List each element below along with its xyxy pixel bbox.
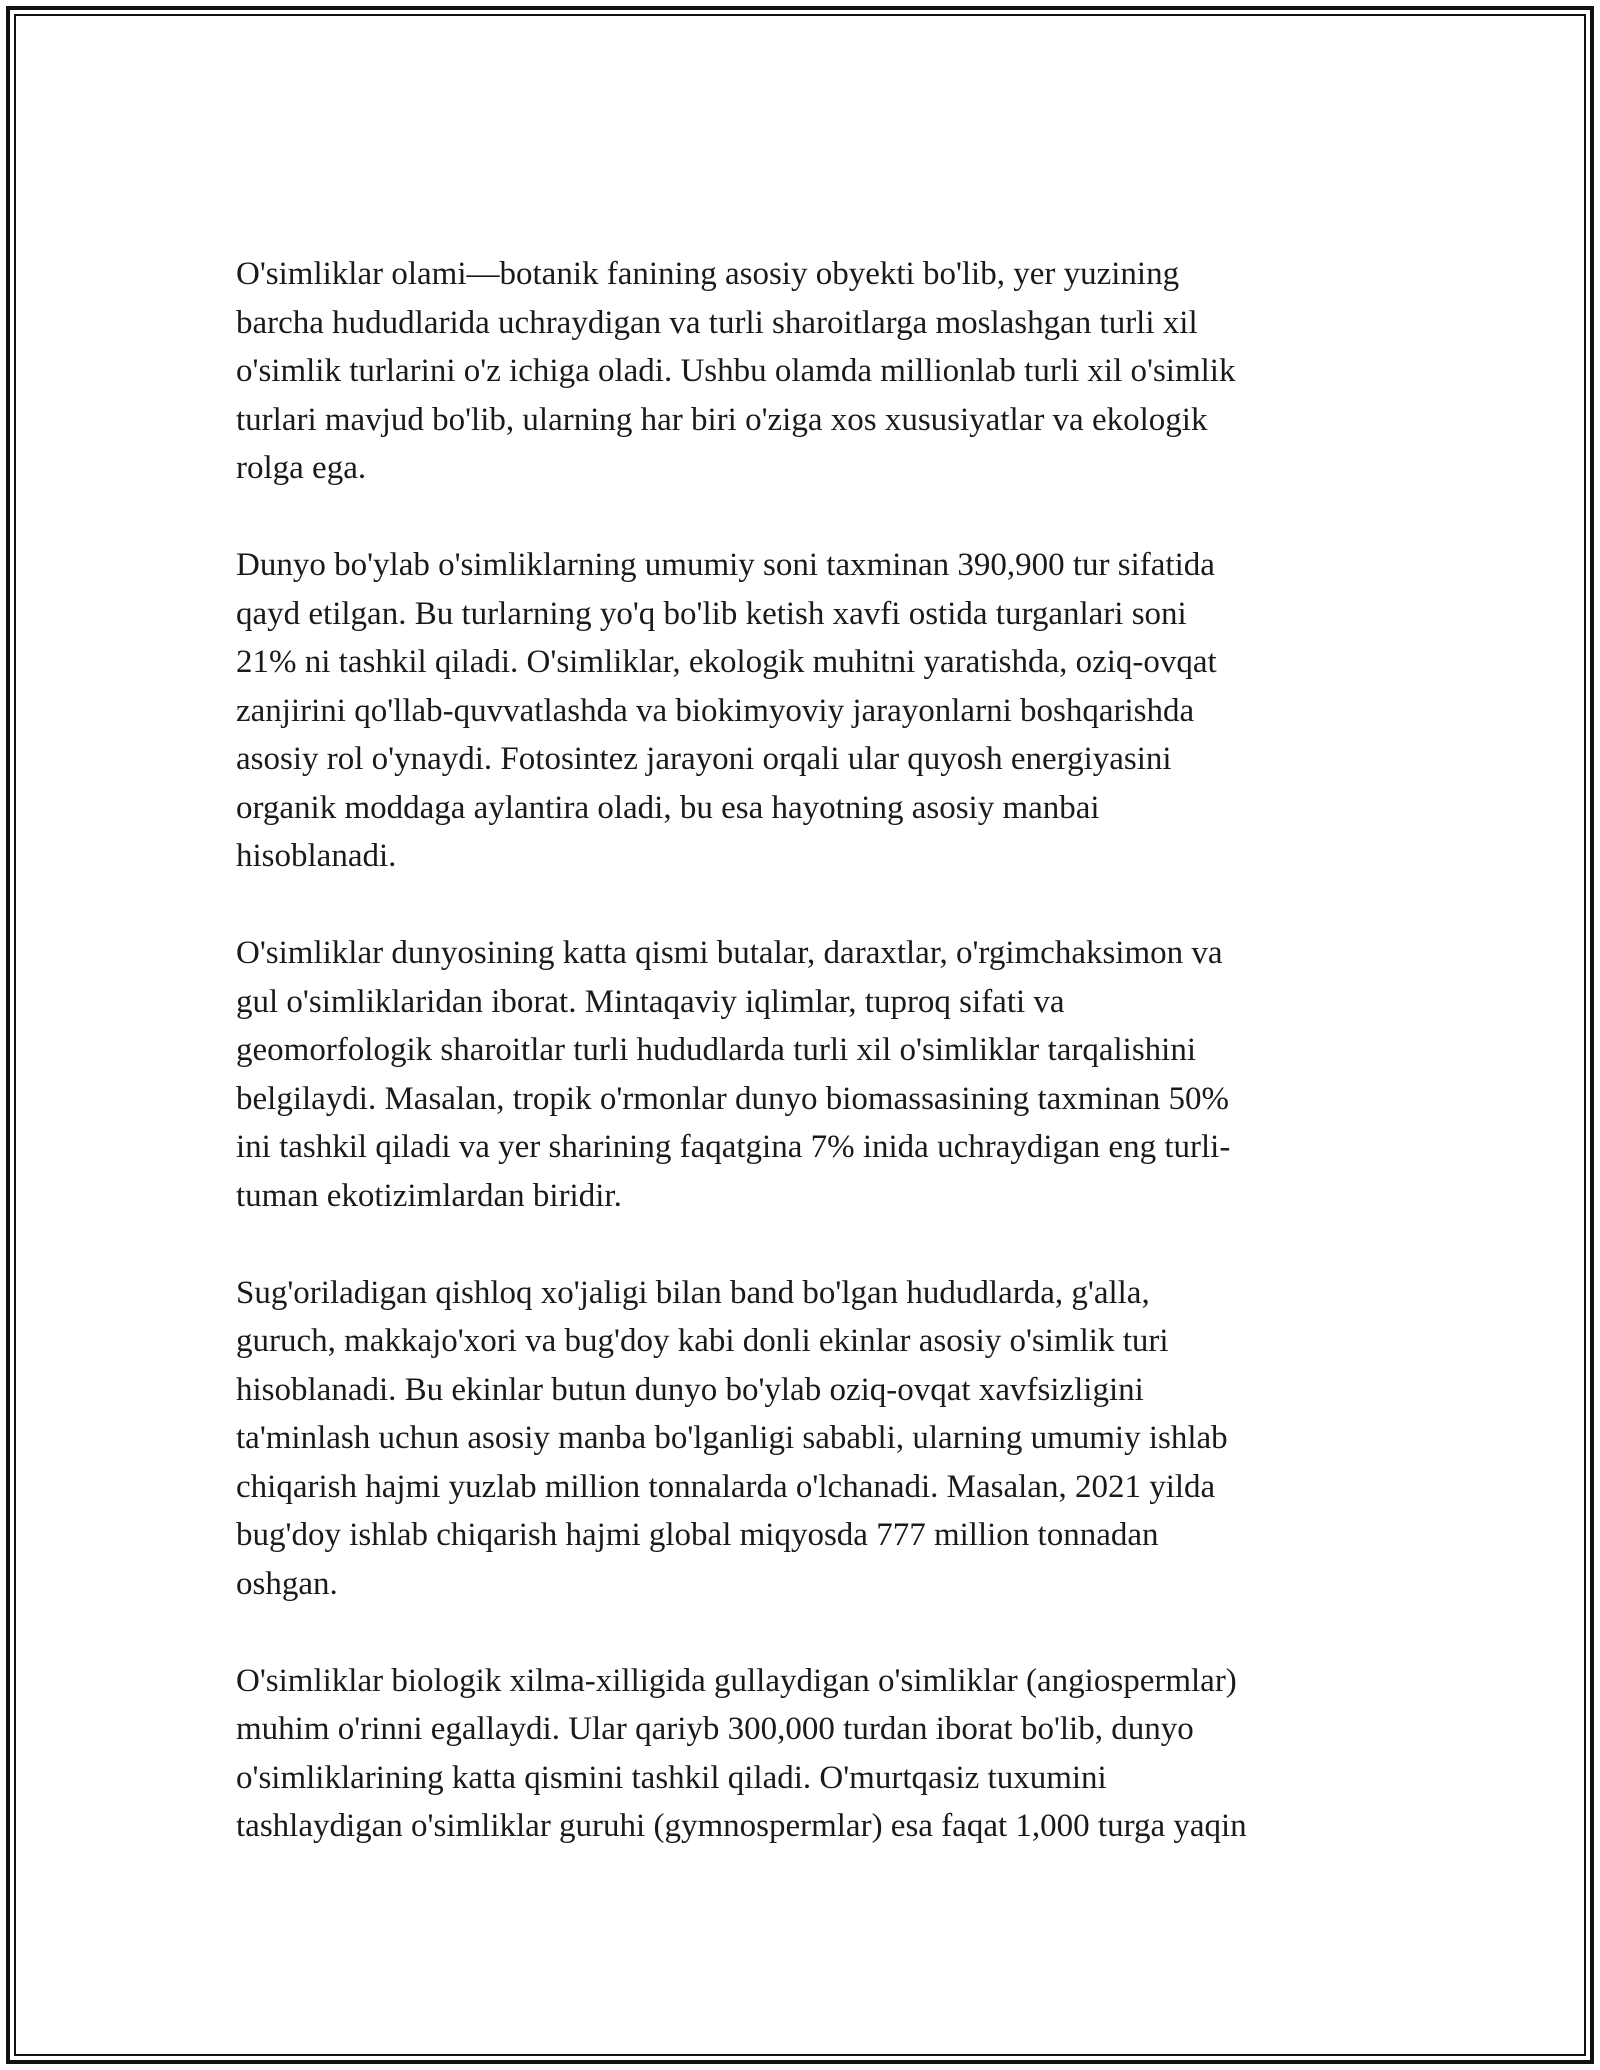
paragraph-2: Dunyo bo'ylab o'simliklarning umumiy soni taxminan 390,900 tur sifatida qayd etilgan. Bu turlarning yo'q bo'lib ketish xavfi ostida turganlari soni 21% ni tashkil qiladi. O'simliklar, ekologik muhitni yaratishda, oziq-ovqat zanjirini qo'llab-quvvatlashda va biokimyoviy jarayonlarni boshqarishda asosiy rol o'ynaydi. Fotosintez jarayoni orqali ular quyosh energiyasini organik moddaga aylantira oladi, bu esa hayotning asosiy manbai hisoblanadi.: [236, 547, 1217, 874]
paragraph-5: O'simliklar biologik xilma-xilligida gullaydigan o'simliklar (angiospermlar) muhim o'rinni egallaydi. Ular qariyb 300,000 turdan iborat bo'lib, dunyo o'simliklarining katta qismini tashkil qiladi. O'murtqasiz tuxumini tashlaydigan o'simliklar guruhi (gymnospermlar) esa faqat 1,000 turga yaqin: [236, 1662, 1247, 1844]
document-body: [236, 250, 1364, 1851]
paragraph-1: O'simliklar olami—botanik fanining asosiy obyekti bo'lib, yer yuzining barcha hududlarida uchraydigan va turli sharoitlarga moslashgan turli xil o'simlik turlarini o'z ichiga oladi. Ushbu olamda millionlab turli xil o'simlik turlari mavjud bo'lib, ularning har biri o'ziga xos xususiyatlar va ekologik rolga ega.: [236, 256, 1236, 486]
paragraph-4: Sug'oriladigan qishloq xo'jaligi bilan band bo'lgan hududlarda, g'alla, guruch, makkajo'xori va bug'doy kabi donli ekinlar asosiy o'simlik turi hisoblanadi. Bu ekinlar butun dunyo bo'ylab oziq-ovqat xavfsizligini ta'minlash uchun asosiy manba bo'lganligi sababli, ularning umumiy ishlab chiqarish hajmi yuzlab million tonnalarda o'lchanadi. Masalan, 2021 yilda bug'doy ishlab chiqarish hajmi global miqyosda 777 million tonnadan oshgan.: [236, 1274, 1228, 1602]
paragraph-3: O'simliklar dunyosining katta qismi butalar, daraxtlar, o'rgimchaksimon va gul o'simliklaridan iborat. Mintaqaviy iqlimlar, tuproq sifati va geomorfologik sharoitlar turli hududlarda turli xil o'simliklar tarqalishini belgilaydi. Masalan, tropik o'rmonlar dunyo biomassasining taxminan 50% ini tashkil qiladi va yer sharining faqatgina 7% inida uchraydigan eng turli- tuman ekotizimlardan biridir.: [236, 935, 1231, 1214]
